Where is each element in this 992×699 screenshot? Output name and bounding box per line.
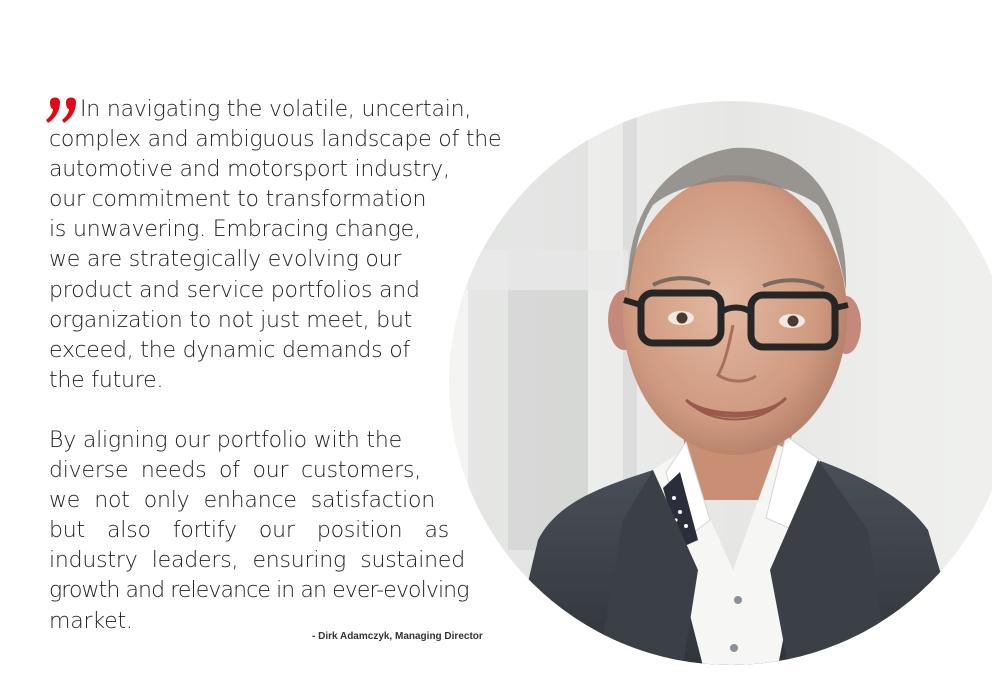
quote-line: complex and ambiguous landscape of the — [49, 127, 502, 153]
quote-line: is unwavering. Embracing change, — [49, 217, 421, 243]
quote-line: diverse needs of our customers, — [49, 458, 421, 484]
quote-line: product and service portfolios and — [49, 277, 420, 303]
quote-line: industry leaders, ensuring sustained — [49, 548, 465, 574]
quote-line: we not only enhance satisfaction — [49, 488, 435, 514]
portrait-photo — [448, 100, 992, 666]
quote-line: exceed, the dynamic demands of — [49, 337, 411, 363]
quote-line: In navigating the volatile, uncertain, — [80, 97, 472, 122]
quote-line: growth and relevance in an ever-evolving — [49, 578, 469, 604]
quote-attribution: - Dirk Adamczyk, Managing Director — [312, 631, 483, 642]
quote-line: automotive and motorsport industry, — [49, 157, 450, 183]
quote-line: our commitment to transformation — [49, 187, 427, 213]
quote-line: market. — [49, 608, 133, 634]
quote-line: By aligning our portfolio with the — [49, 427, 402, 453]
quote-line: we are strategically evolving our — [49, 247, 402, 273]
quote-line: organization to not just meet, but — [49, 307, 413, 333]
quote-line: but also fortify our position as — [49, 518, 449, 544]
quote-line: the future. — [49, 367, 164, 393]
